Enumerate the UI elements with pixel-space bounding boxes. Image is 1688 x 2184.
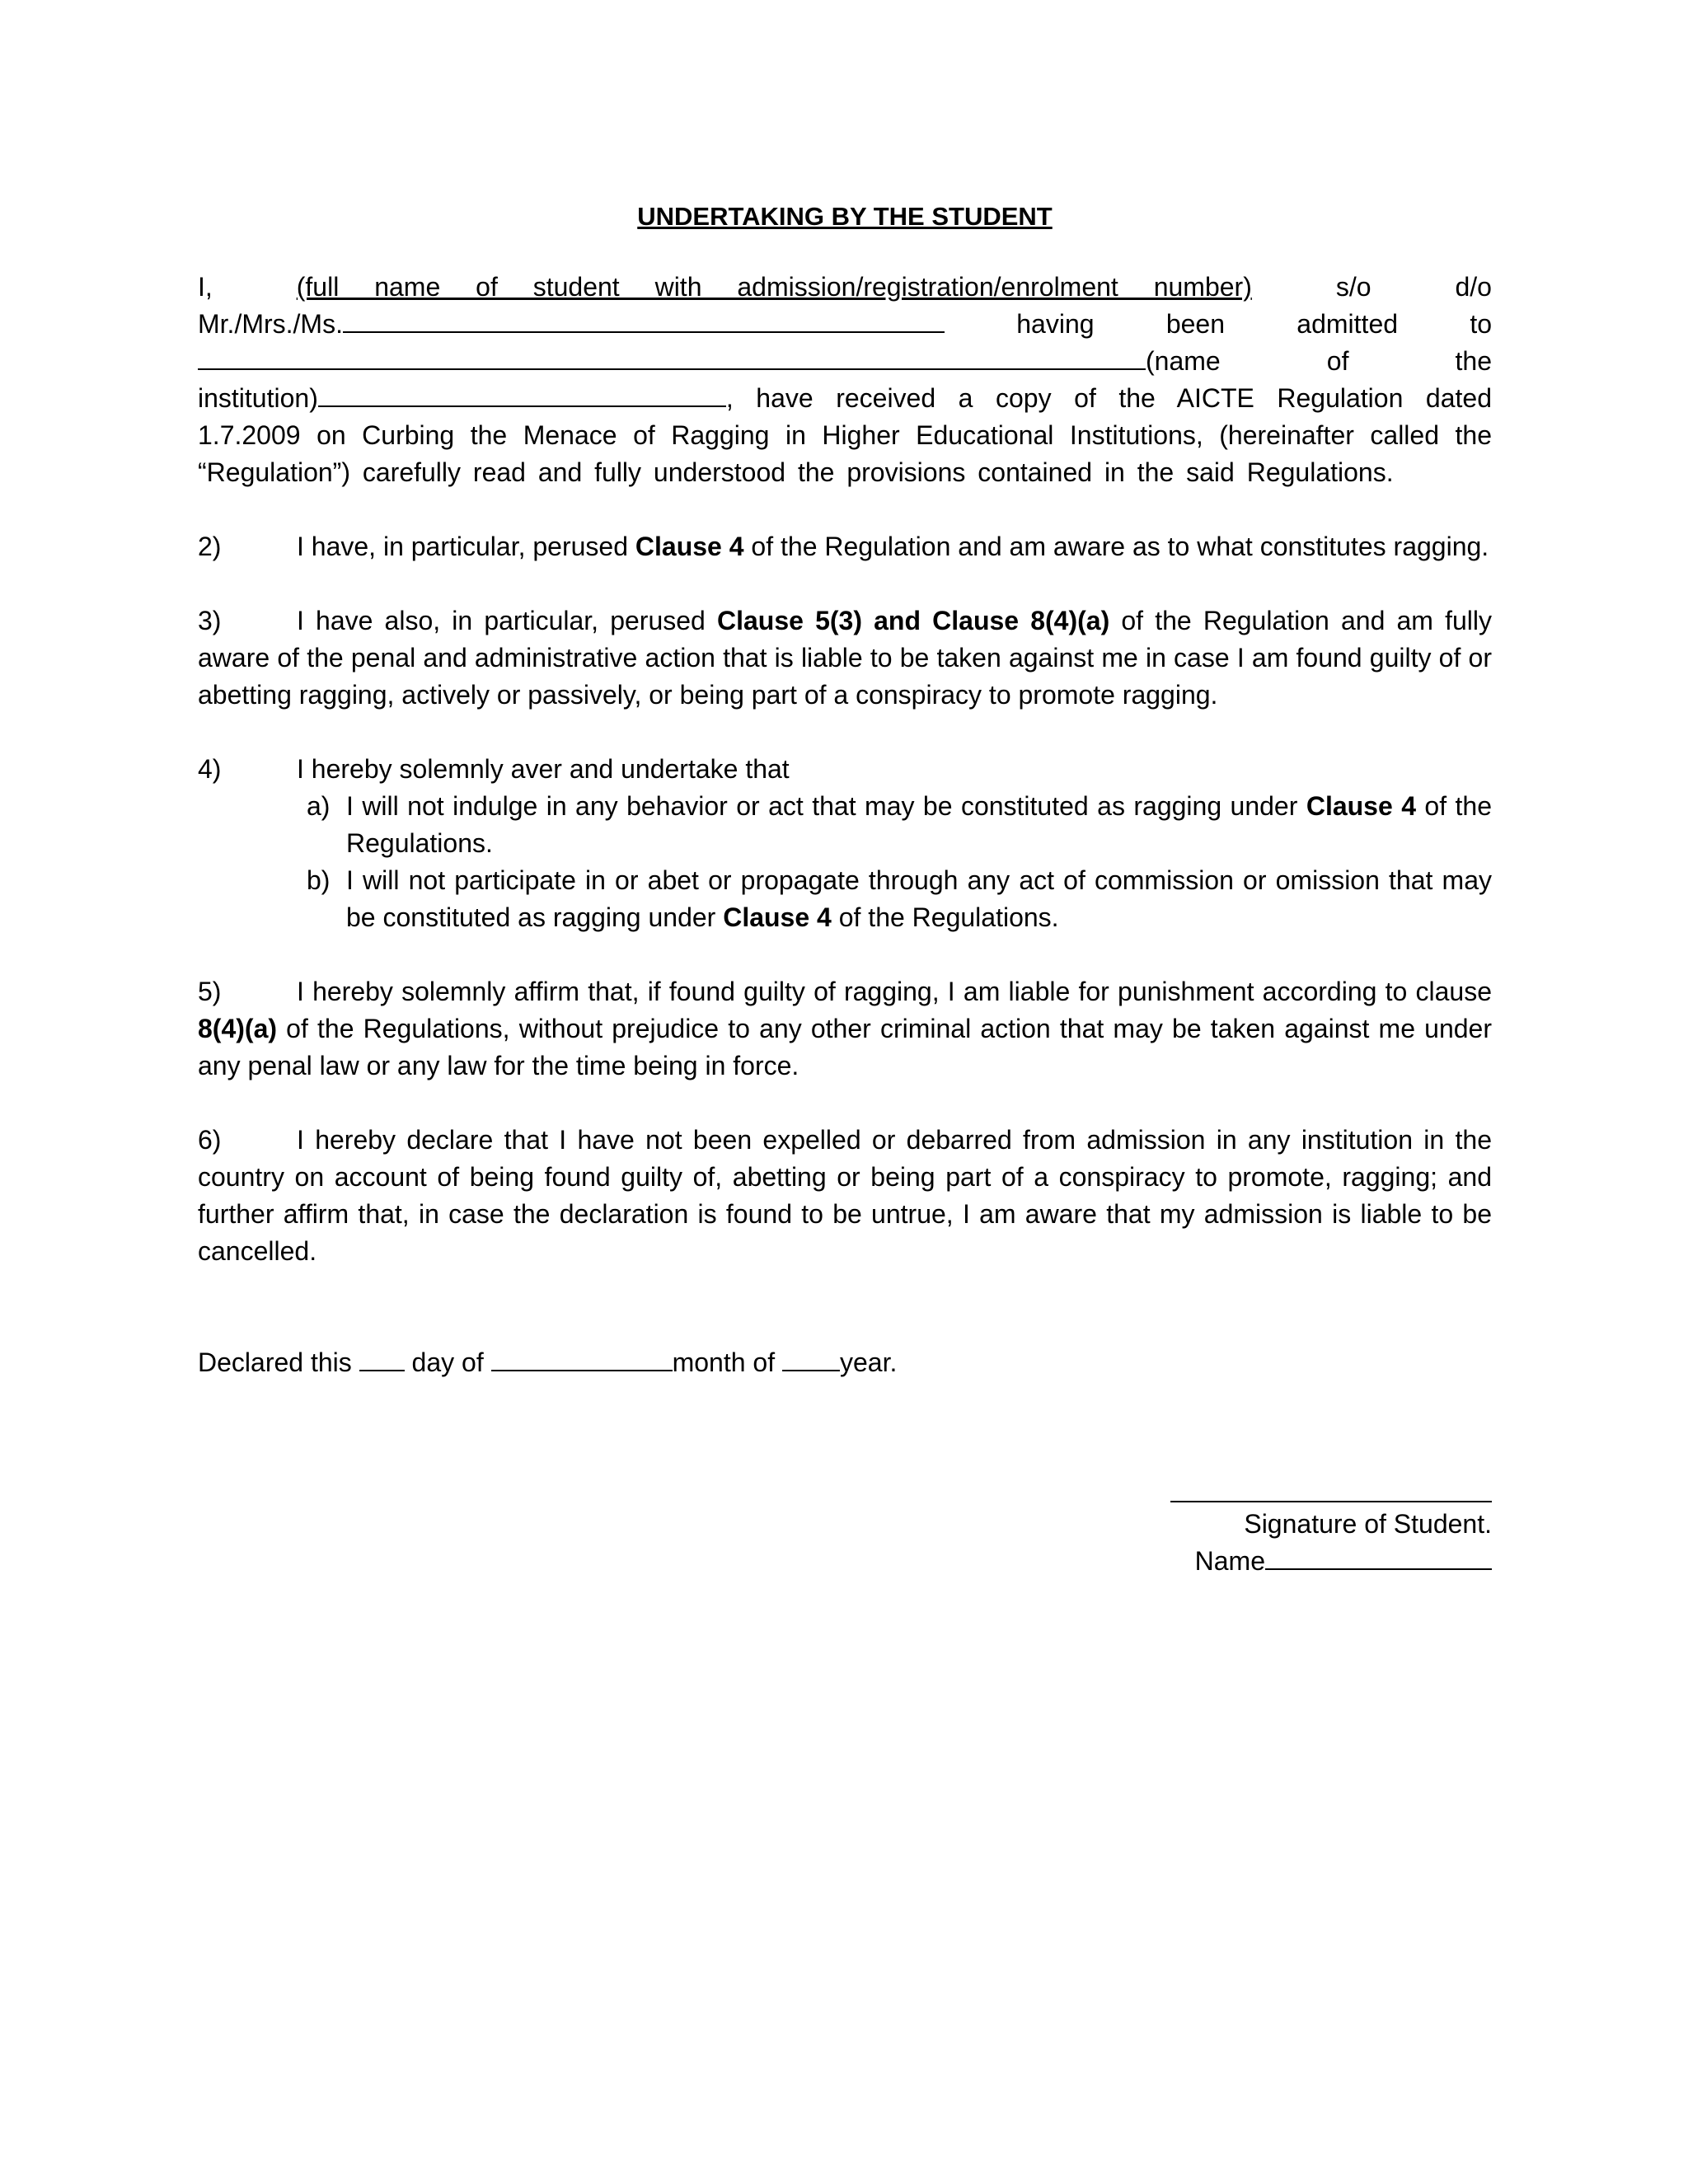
- clause-4a-item: [198, 788, 1492, 862]
- the-word: the: [1455, 346, 1492, 376]
- clause-3-text-end: of the Regulation and am fully aware of the penal and administrative action that is liable to be taken against me in case I am found guilty of or abetting ragging, actively or passively, or being part of a conspiracy to promote ragging.: [198, 606, 1493, 710]
- clause-4a-bold: Clause 4: [1306, 791, 1416, 821]
- daughter-of-label: d/o: [1455, 272, 1492, 302]
- clause-4-text: I hereby solemnly aver and undertake that: [297, 754, 790, 784]
- clause-5-number: 5): [198, 977, 222, 1006]
- clause-4-number: 4): [198, 754, 222, 784]
- intro-pronoun: I,: [198, 272, 213, 302]
- intro-line-2: [198, 306, 1492, 343]
- clause-5-paragraph: [198, 973, 1492, 1085]
- institution-blank: [318, 381, 726, 407]
- clause-6-number: 6): [198, 1125, 222, 1155]
- clause-4-heading: [198, 751, 1492, 788]
- clause-3-bold: Clause 5(3) and Clause 8(4)(a): [717, 606, 1110, 635]
- day-blank: [359, 1345, 405, 1371]
- institution-name-blank: [198, 344, 1146, 370]
- clause-2-text-end: of the Regulation and am aware as to what constitutes ragging.: [743, 532, 1489, 561]
- clause-3-paragraph: [198, 602, 1492, 714]
- signature-label: Signature of Student.: [1244, 1509, 1492, 1539]
- declaration-line: [198, 1344, 1492, 1381]
- clause-4a-text-end: of the Regulations.: [346, 791, 1493, 858]
- of-word: of: [1326, 346, 1349, 376]
- admitted-word: admitted: [1296, 309, 1399, 339]
- day-of-label: day of: [411, 1347, 484, 1377]
- month-blank: [491, 1345, 673, 1371]
- name-word: (name: [1146, 346, 1221, 376]
- clause-3-number: 3): [198, 606, 222, 635]
- clause-4b-text-end: of the Regulations.: [831, 902, 1059, 932]
- student-name-placeholder: (full name of student with admission/registration/enrolment number): [296, 272, 1252, 302]
- clause-4b-letter: b): [307, 865, 331, 895]
- intro-line-4: [198, 380, 1492, 491]
- parent-title-label: Mr./Mrs./Ms.: [198, 309, 343, 339]
- institution-name-field: [198, 343, 1221, 380]
- name-label: Name: [1194, 1546, 1265, 1576]
- institution-label: institution): [198, 383, 318, 413]
- clause-2-bold: Clause 4: [635, 532, 744, 561]
- clause-5-bold: 8(4)(a): [198, 1014, 278, 1043]
- intro-paragraph: [198, 269, 1492, 491]
- clause-6-text: I hereby declare that I have not been expelled or debarred from admission in any institution in the country on account of being found guilty of, abetting or being part of a conspiracy to promote, ragging; and further affirm that, in case the declaration is found to be untrue, I am aware that my admission is liable to be cancelled.: [198, 1125, 1492, 1266]
- having-word: having: [1016, 309, 1095, 339]
- clause-4a-letter: a): [307, 791, 331, 821]
- clause-2-number: 2): [198, 532, 222, 561]
- intro-line-3: [198, 343, 1492, 380]
- parent-name-field: [198, 306, 945, 343]
- signature-block: [1162, 1471, 1492, 1580]
- clause-6-paragraph: [198, 1122, 1492, 1270]
- clause-4-paragraph: [198, 751, 1492, 936]
- clause-4b-bold: Clause 4: [723, 902, 832, 932]
- year-label: year.: [840, 1347, 898, 1377]
- clause-3-text: I have also, in particular, perused: [297, 606, 717, 635]
- clause-2-paragraph: [198, 528, 1492, 565]
- name-blank: [1265, 1544, 1492, 1570]
- month-of-label: month of: [672, 1347, 776, 1377]
- name-field: [1162, 1543, 1492, 1580]
- signature-line: [1170, 1471, 1492, 1502]
- page-title: UNDERTAKING BY THE STUDENT: [637, 202, 1053, 231]
- clause-5-text: I hereby solemnly affirm that, if found guilty of ragging, I am liable for punishment according to clause: [297, 977, 1492, 1006]
- year-blank: [782, 1345, 840, 1371]
- intro-text: , have received a copy of the AICTE Regulation dated 1.7.2009 on Curbing the Menace of Ragging in Higher Educational Institutions, (hereinafter called the “Regulation”) carefully read and fully understood the provisions contained in the said Regulations.: [198, 383, 1492, 487]
- clause-2-text: I have, in particular, perused: [297, 532, 635, 561]
- to-word: to: [1470, 309, 1492, 339]
- parent-name-blank: [343, 307, 945, 333]
- document-page: [198, 198, 1493, 1576]
- clause-4a-text: I will not indulge in any behavior or act that may be constituted as ragging under: [346, 791, 1306, 821]
- son-of-label: s/o: [1335, 272, 1372, 302]
- clause-4b-text: I will not participate in or abet or propagate through any act of commission or omission that may be constituted as ragging under: [346, 865, 1492, 932]
- declared-this-label: Declared this: [198, 1347, 352, 1377]
- been-word: been: [1165, 309, 1226, 339]
- clause-4b-item: [198, 862, 1492, 936]
- clause-5-text-end: of the Regulations, without prejudice to any other criminal action that may be taken against me under any penal law or any law for the time being in force.: [198, 1014, 1492, 1080]
- intro-line-1: [198, 269, 1492, 306]
